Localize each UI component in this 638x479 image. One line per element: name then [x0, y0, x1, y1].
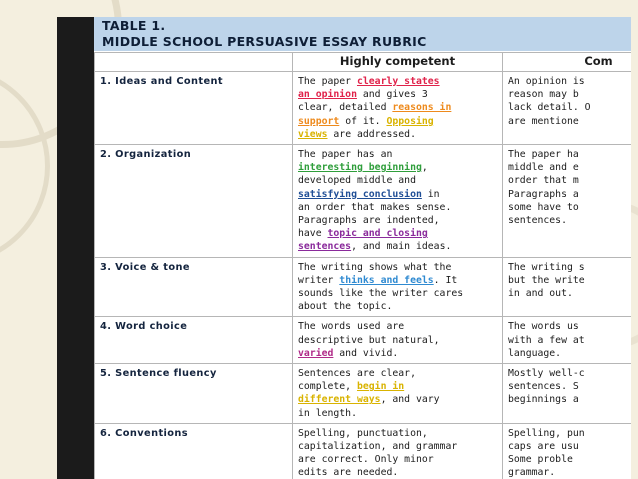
text-run: Sentences are clear, [298, 368, 416, 380]
text-line [298, 128, 497, 141]
highlight-magenta: varied [298, 347, 334, 359]
highlight-yellow: begin in [356, 381, 405, 393]
text-run: The writing shows what the [298, 261, 452, 273]
text-line [298, 174, 497, 187]
text-run: are correct. Only minor [298, 454, 434, 466]
criterion-cell: 3. Voice & tone [95, 257, 293, 317]
text-line [298, 407, 497, 420]
text-line: grammar. [508, 467, 556, 479]
text-line: The writing s [508, 261, 585, 273]
column-header-criterion [95, 53, 293, 72]
text-run: developed middle and [298, 175, 416, 187]
highlight-yellow: Opposing [386, 115, 434, 127]
text-run: in [421, 188, 440, 200]
text-line [298, 300, 497, 313]
text-run: The paper [298, 76, 357, 87]
text-line: but the write [508, 274, 585, 286]
highlight-purple: sentences [298, 241, 352, 253]
criterion-cell: 6. Conventions [95, 423, 293, 479]
text-line: The words us [508, 321, 579, 333]
text-line [298, 261, 497, 274]
text-run: Spelling, punctuation, [298, 427, 428, 439]
text-run: descriptive but natural, [298, 334, 440, 346]
text-run: clear, detailed [298, 102, 393, 114]
rubric-document [94, 17, 631, 479]
text-line [298, 214, 497, 227]
text-line [298, 334, 497, 347]
text-line [298, 227, 497, 240]
table-row [95, 317, 632, 364]
text-line: middle and e [508, 162, 579, 174]
table-title: MIDDLE SCHOOL PERSUASIVE ESSAY RUBRIC [102, 34, 427, 49]
highlight-red: an opinion [298, 89, 357, 101]
text-run: and gives 3 [356, 89, 428, 101]
text-line: order that m [508, 175, 579, 187]
text-line [298, 380, 497, 393]
text-line: caps are usu [508, 441, 579, 453]
table-number: TABLE 1. [102, 18, 166, 33]
text-line: language. [508, 347, 562, 359]
highlight-orange: reasons in [392, 102, 452, 114]
table-row [95, 364, 632, 424]
column-header-row [95, 53, 632, 72]
text-run: . It [433, 274, 458, 286]
text-line [298, 240, 497, 253]
text-run: edits are needed. [298, 467, 399, 479]
rubric-table [94, 52, 631, 479]
text-run: of it. [339, 115, 387, 127]
text-line [298, 161, 497, 174]
highly-competent-cell [293, 72, 503, 145]
highlight-yellow: different ways [298, 394, 381, 406]
text-line: sentences. [508, 215, 567, 227]
text-line: are mentione [508, 115, 579, 127]
table-row [95, 72, 632, 145]
text-line: An opinion is [508, 76, 585, 87]
text-line [298, 274, 497, 287]
highlight-navy: satisfying conclusion [298, 188, 422, 200]
text-line [298, 88, 497, 101]
text-line [298, 75, 497, 88]
highlight-green: interesting beginning [298, 162, 422, 174]
text-line [298, 453, 497, 466]
highly-competent-cell [293, 145, 503, 258]
highlight-orange: support [298, 115, 340, 127]
highlight-purple: topic and closing [327, 228, 428, 240]
column-header-highly-competent: Highly competent [293, 53, 503, 72]
text-run: and vivid. [333, 347, 399, 359]
text-line [298, 393, 497, 406]
criterion-cell: 2. Organization [95, 145, 293, 258]
text-line [298, 367, 497, 380]
text-run: The words used are [298, 321, 405, 333]
text-run: are addressed. [327, 128, 416, 140]
text-run: , and main ideas. [351, 241, 452, 253]
text-line [298, 115, 497, 128]
table-row [95, 145, 632, 258]
competent-cell [503, 257, 632, 317]
competent-cell [503, 145, 632, 258]
text-line [298, 201, 497, 214]
text-run: an order that makes sense. [298, 201, 452, 213]
text-line: with a few at [508, 334, 585, 346]
text-line [298, 287, 497, 300]
highlight-yellow: views [298, 128, 328, 140]
highly-competent-cell [293, 364, 503, 424]
highly-competent-cell [293, 317, 503, 364]
text-run: in length. [298, 407, 357, 419]
text-line: some have to [508, 201, 579, 213]
text-run: capitalization, and grammar [298, 441, 458, 453]
text-run: , and vary [380, 394, 440, 406]
text-run: sounds like the writer cares [298, 288, 464, 300]
table-header-band [94, 17, 631, 51]
highlight-blue: thinks and feels [339, 274, 434, 286]
text-line: lack detail. O [508, 102, 591, 114]
slide-frame [57, 17, 631, 479]
text-line [298, 320, 497, 333]
competent-cell [503, 364, 632, 424]
text-line: sentences. S [508, 381, 579, 393]
text-run: , [421, 162, 428, 174]
competent-cell [503, 317, 632, 364]
criterion-cell: 5. Sentence fluency [95, 364, 293, 424]
text-line: The paper ha [508, 149, 579, 161]
text-line: reason may b [508, 89, 579, 101]
text-line: Paragraphs a [508, 188, 579, 200]
text-run: Paragraphs are indented, [298, 215, 440, 227]
text-line [298, 148, 497, 161]
text-run: complete, [298, 381, 357, 393]
text-line: Some proble [508, 454, 573, 466]
table-row [95, 423, 632, 479]
criterion-cell: 4. Word choice [95, 317, 293, 364]
text-run: The paper has an [298, 149, 393, 161]
text-line: Spelling, pun [508, 427, 585, 439]
text-line: Mostly well-c [508, 368, 585, 380]
text-run: writer [298, 274, 340, 286]
highly-competent-cell [293, 257, 503, 317]
column-header-competent: Com [503, 53, 632, 72]
text-line [298, 427, 497, 440]
competent-cell [503, 423, 632, 479]
text-line: in and out. [508, 288, 573, 300]
table-row [95, 257, 632, 317]
text-line [298, 347, 497, 360]
text-line [298, 101, 497, 114]
text-run: have [298, 228, 328, 240]
criterion-cell: 1. Ideas and Content [95, 72, 293, 145]
text-line: beginnings a [508, 394, 579, 406]
text-run: about the topic. [298, 301, 393, 313]
text-line [298, 440, 497, 453]
highlight-red: clearly states [356, 76, 440, 87]
text-line [298, 188, 497, 201]
text-line [298, 466, 497, 479]
highly-competent-cell [293, 423, 503, 479]
competent-cell [503, 72, 632, 145]
